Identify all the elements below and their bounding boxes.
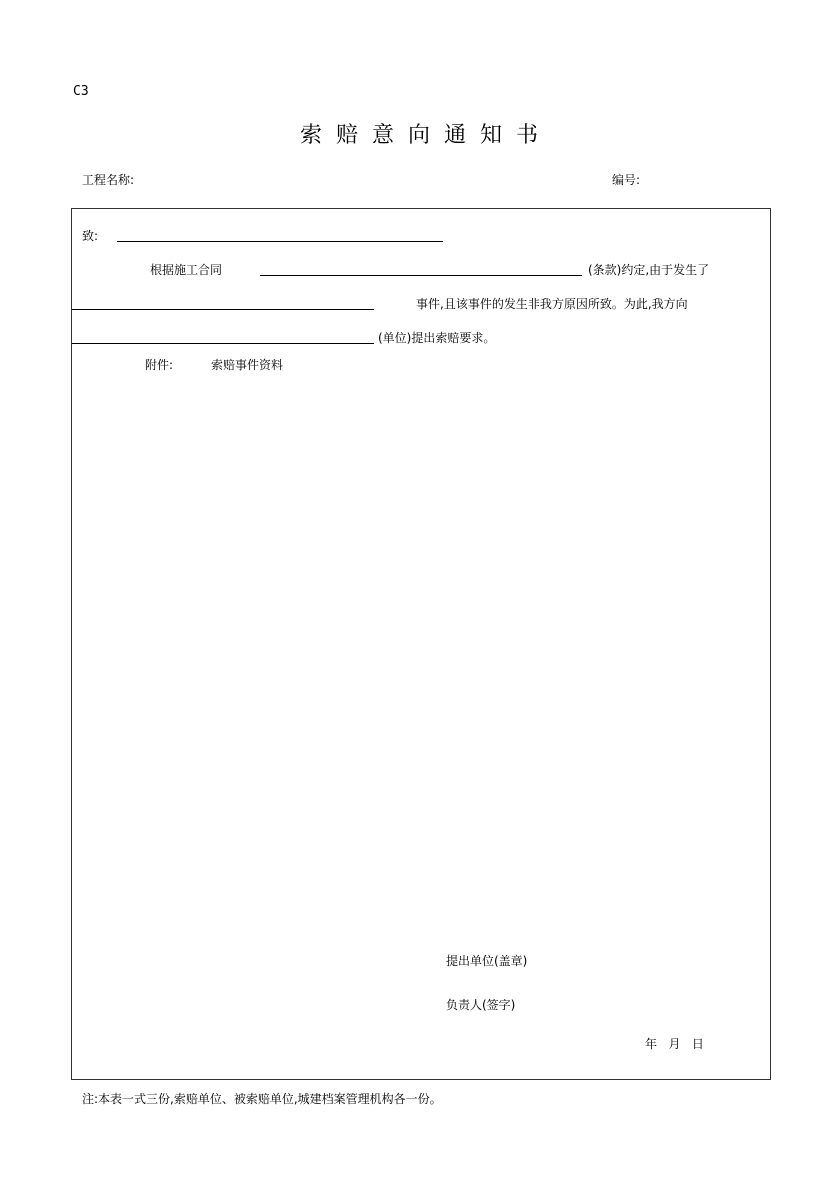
page-title: 索赔意向通知书 — [299, 123, 552, 148]
form-code: C3 — [73, 84, 89, 99]
to-label: 致: — [82, 229, 99, 243]
number-label: 编号: — [612, 173, 641, 187]
clause-suffix-text: (条款)约定,由于发生了 — [588, 263, 710, 277]
attachment-label: 附件: — [145, 358, 174, 372]
footer-note: 注:本表一式三份,索赔单位、被索赔单位,城建档案管理机构各一份。 — [82, 1092, 442, 1106]
unit-line[interactable] — [72, 343, 374, 344]
contract-prefix-text: 根据施工合同 — [150, 263, 223, 277]
event-suffix-text: 事件,且该事件的发生非我方原因所致。为此,我方向 — [416, 297, 688, 311]
event-line[interactable] — [72, 309, 374, 310]
attachment-value: 索赔事件资料 — [211, 358, 284, 372]
claim-request-text: (单位)提出索赔要求。 — [378, 331, 496, 345]
submitting-unit-label: 提出单位(盖章) — [446, 954, 528, 968]
date-label: 年 月 日 — [645, 1037, 704, 1051]
to-recipient-line[interactable] — [117, 241, 443, 242]
contract-clause-line[interactable] — [260, 275, 582, 276]
project-name-label: 工程名称: — [82, 173, 135, 187]
responsible-person-label: 负责人(签字) — [446, 998, 516, 1012]
